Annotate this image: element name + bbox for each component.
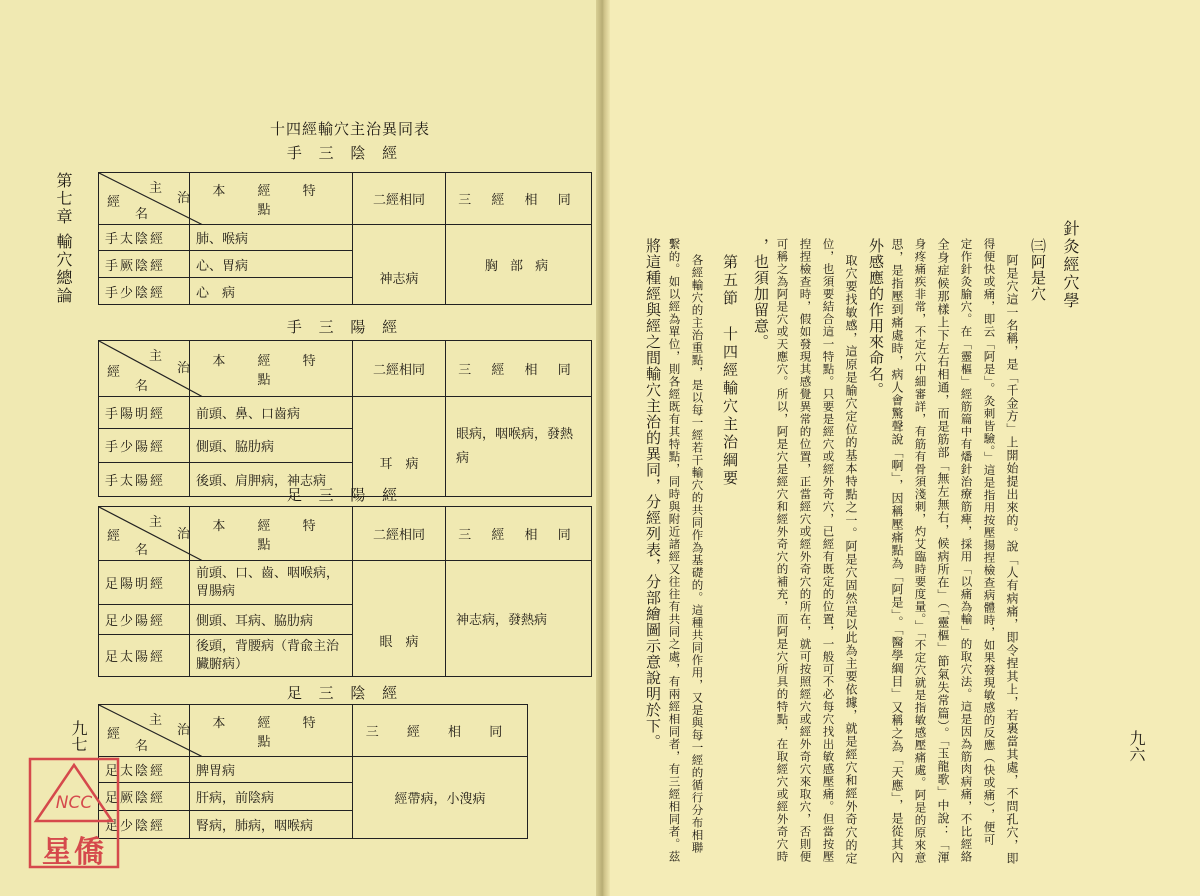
meridian-name: 足少陰經 bbox=[99, 811, 190, 839]
left-page-number: 九七 bbox=[69, 720, 88, 752]
meridian-name: 足陽明經 bbox=[99, 561, 190, 605]
text-column: 全身症候那樣上下左右相通，而是筋部「無左無右，候病所在」（「靈樞」節氣失常篇）。「玉龍歌」中說：「渾 bbox=[936, 238, 950, 864]
meridian-feature: 心 病 bbox=[190, 278, 353, 305]
meridian-name: 手太陽經 bbox=[99, 463, 190, 497]
three-same-cell: 胸 部 病 bbox=[446, 225, 592, 305]
stamp-bottom-text: 星僑 bbox=[42, 835, 106, 870]
text-column: 位，也須要結合這一特點。只要是經穴或經外奇穴，已經有既定的位置，一般可不必每穴找出敏感壓痛。但當按壓 bbox=[821, 238, 836, 863]
meridian-feature: 肝病，前陰病 bbox=[190, 783, 353, 811]
meridian-feature: 側頭、脇肋病 bbox=[190, 429, 353, 463]
two-same-cell: 眼 病 bbox=[353, 605, 446, 677]
subsection-heading: ㈢阿是穴 bbox=[1029, 238, 1047, 302]
table-foot-yin: 主 治 經 名 本 經 特 點 三 經 相 同 足太陰經 脾胃病 經帶病，小溲病 足厥陰經 肝病，前陰病 足少陰經 腎病，肺病，咽喉病 bbox=[98, 704, 528, 839]
text-column: 阿是穴這一名稱，是「千金方」上開始提出來的。說「人有病痛，即令捏其上，若裏當其處，不問孔穴，即 bbox=[1005, 254, 1019, 865]
stamp-top-text: NCC bbox=[55, 793, 93, 813]
table-hand-yang: 主 治 經 名 本 經 特 點 二經相同 三 經 相 同 手陽明經 前頭、鼻、口齒病 眼病，咽喉病，發熱病 手少陽經 側頭、脇肋病 耳 病 手太陽經 後頭、肩胛病，神志病 bbox=[98, 340, 592, 497]
text-column: 定作針灸腧穴。在「靈樞」經筋篇中有燔針治療筋痺，採用「以痛為輸」的取穴法。這是因為筋肉病痛，不比經絡 bbox=[959, 238, 974, 863]
table-hand-yin: 主 治 經 名 本 經 特 點 二經相同 三 經 相 同 手太陰經 肺、喉病 胸 部 病 手厥陰經 心、胃病 神志病 手少陰經 心 病 bbox=[98, 172, 592, 305]
text-column: ，也須加留意。 bbox=[752, 238, 770, 350]
text-column: 外感應的作用來命名。 bbox=[867, 238, 885, 398]
section-title-foot-yin: 足 三 陰 經 bbox=[286, 684, 404, 702]
text-column: 取穴要找敏感，這原是腧穴定位的基本特點之一。阿是穴固然是以此為主要依據，就是經穴和經外奇穴的定 bbox=[844, 254, 858, 865]
meridian-feature: 側頭、耳病、脇肋病 bbox=[190, 605, 353, 635]
meridian-name: 手厥陰經 bbox=[99, 251, 190, 278]
header-corner-cell: 主 治 經 名 bbox=[99, 507, 190, 561]
meridian-name: 足少陽經 bbox=[99, 605, 190, 635]
meridian-name: 足太陽經 bbox=[99, 635, 190, 677]
meridian-feature: 後頭，背腰病（背兪主治臟腑病） bbox=[190, 635, 353, 677]
meridian-feature: 前頭、鼻、口齒病 bbox=[190, 397, 353, 429]
meridian-feature: 腎病，肺病，咽喉病 bbox=[190, 811, 353, 839]
meridian-name: 手少陰經 bbox=[99, 278, 190, 305]
chapter-header: 第七章 輸穴總論 bbox=[54, 172, 73, 306]
book-gutter bbox=[596, 0, 610, 896]
header-corner-cell: 主 治 經 名 bbox=[99, 341, 190, 397]
text-column: 各經輸穴的主治重點，是以每一經若干輸穴的共同作為基礎的。這種共同作用，又是與每一經的循行分布相聯 bbox=[690, 254, 705, 854]
header-corner-cell: 主 治 經 名 bbox=[99, 173, 190, 225]
main-table-title: 十四經輸穴主治異同表 bbox=[269, 120, 430, 138]
three-same-cell: 經帶病，小溲病 bbox=[353, 757, 528, 839]
text-column: 思，是指壓到痛處時，病人會驚聲說「啊」，因稱壓痛點為「阿是」。「醫學綱目」又稱之為「天應」，是從其內 bbox=[890, 238, 904, 864]
section-title-hand-yang: 手 三 陽 經 bbox=[286, 318, 404, 336]
two-same-cell: 神志病 bbox=[353, 251, 446, 305]
text-column: 將這種經與經之間輸穴主治的異同，分經列表，分部繪圖示意說明於下。 bbox=[644, 238, 662, 750]
three-same-cell: 眼病，咽喉病，發熱病 bbox=[446, 397, 592, 497]
header-corner-cell: 主 治 經 名 bbox=[99, 705, 190, 757]
meridian-feature: 心、胃病 bbox=[190, 251, 353, 278]
meridian-name: 足厥陰經 bbox=[99, 783, 190, 811]
section-title-hand-yin: 手 三 陰 經 bbox=[286, 144, 404, 162]
two-same-cell: 耳 病 bbox=[353, 429, 446, 497]
text-column: 繫的。如以經為單位，則各經既有其特點，同時與附近諸經又往往有共同之處，有兩經相同者，有三經相同者。茲 bbox=[667, 238, 682, 863]
table-foot-yang: 主 治 經 名 本 經 特 點 二經相同 三 經 相 同 足陽明經 前頭、口、齒、咽喉病，胃腸病 神志病，發熱病 足少陽經 側頭、耳病、脇肋病 眼 病 足太陽經 後頭，背腰病（背兪主治臟腑病） bbox=[98, 506, 592, 677]
section-heading: 第五節 十四經輸穴主治綱要 bbox=[721, 254, 739, 488]
meridian-name: 手少陽經 bbox=[99, 429, 190, 463]
text-column: 得便快或痛，即云「阿是」。灸刺皆驗。」這是指用按壓揚捏檢查病體時，如果發現敏感的反應（快或痛），便可 bbox=[982, 238, 997, 846]
meridian-name: 手太陰經 bbox=[99, 225, 190, 251]
meridian-name: 手陽明經 bbox=[99, 397, 190, 429]
running-header: 針灸經穴學 bbox=[1061, 220, 1080, 310]
meridian-feature: 脾胃病 bbox=[190, 757, 353, 783]
text-column: 身疼痛疾非常，不定穴中細審詳，有筋有骨須淺刺，灼艾臨時要度量。」「不定穴就是指敏感壓痛處。阿是的原來意 bbox=[913, 238, 928, 864]
text-column: 揑捏檢查時，假如發現其感覺異常的位置，正當經穴或經外奇穴的所在，就可按照經穴或經外奇穴來取穴，否則便 bbox=[798, 238, 813, 863]
meridian-feature: 前頭、口、齒、咽喉病，胃腸病 bbox=[190, 561, 353, 605]
meridian-name: 足太陰經 bbox=[99, 757, 190, 783]
meridian-feature: 肺、喉病 bbox=[190, 225, 353, 251]
meridian-feature: 後頭、肩胛病，神志病 bbox=[190, 463, 353, 497]
watermark-stamp bbox=[28, 757, 120, 869]
three-same-cell: 神志病，發熱病 bbox=[446, 561, 592, 677]
right-page-number: 九六 bbox=[1127, 730, 1146, 762]
text-column: 可稱之為阿是穴或天應穴。所以，阿是穴是經穴和經外奇穴的補充，而阿是穴所具的特點，在取經穴或經外奇穴時 bbox=[775, 238, 790, 863]
section-title-foot-yang: 足 三 陽 經 bbox=[286, 486, 404, 504]
